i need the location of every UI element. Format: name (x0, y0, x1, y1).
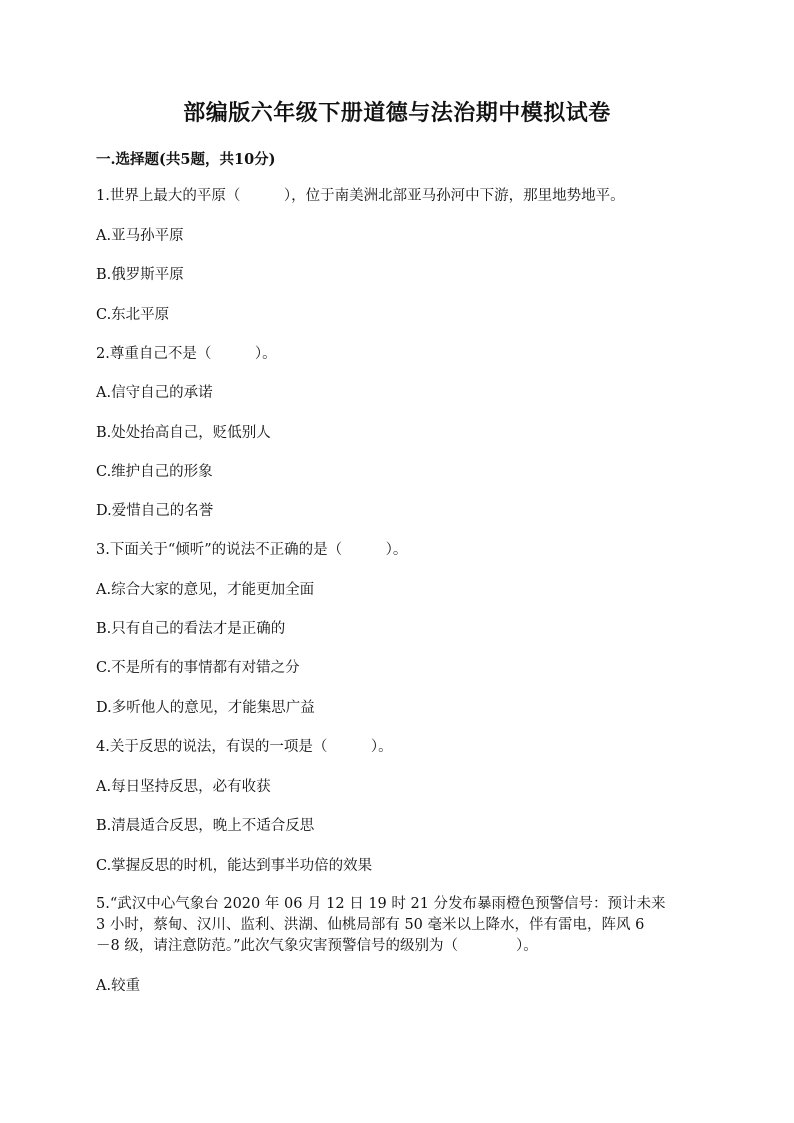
question-3-option-d: D.多听他人的意见，才能集思广益 (96, 700, 315, 716)
question-5-stem-line-3: －8 级，请注意防范。”此次气象灾害预警信号的级别为（ ）。 (96, 938, 538, 954)
question-5-option-a: A.较重 (96, 978, 141, 994)
question-3-stem: 3.下面关于“倾听”的说法不正确的是（ ）。 (96, 542, 408, 558)
question-4-option-a: A.每日坚持反思，必有收获 (96, 779, 271, 795)
question-2-option-a: A.信守自己的承诺 (96, 385, 213, 401)
question-3-option-a: A.综合大家的意见，才能更加全面 (96, 582, 315, 598)
question-4-stem: 4.关于反思的说法，有误的一项是（ ）。 (96, 739, 393, 755)
question-1-option-b: B.俄罗斯平原 (96, 267, 184, 283)
question-2-option-d: D.爱惜自己的名誉 (96, 503, 214, 519)
question-3-option-c: C.不是所有的事情都有对错之分 (96, 660, 300, 676)
question-2-option-b: B.处处抬高自己，贬低别人 (96, 425, 271, 441)
exam-title: 部编版六年级下册道德与法治期中模拟试卷 (183, 100, 611, 126)
question-1-option-c: C.东北平原 (96, 307, 170, 323)
question-4-option-b: B.清晨适合反思，晚上不适合反思 (96, 818, 315, 834)
question-1-option-a: A.亚马孙平原 (96, 228, 184, 244)
question-1-stem: 1.世界上最大的平原（ ），位于南美洲北部亚马孙河中下游，那里地势地平。 (96, 188, 625, 204)
question-5-stem-line-2: 3 小时，蔡甸、汉川、监利、洪湖、仙桃局部有 50 毫米以上降水，伴有雷电，阵风 6 (96, 917, 645, 933)
question-3-option-b: B.只有自己的看法才是正确的 (96, 621, 286, 637)
question-4-option-c: C.掌握反思的时机，能达到事半功倍的效果 (96, 858, 373, 874)
section-heading: 一.选择题(共5题，共10分) (96, 151, 276, 168)
question-2-option-c: C.维护自己的形象 (96, 464, 213, 480)
question-2-stem: 2.尊重自己不是（ ）。 (96, 346, 277, 362)
question-5-stem (96, 894, 700, 957)
question-5-stem-line-1: 5.“武汉中心气象台 2020 年 06 月 12 日 19 时 21 分发布暴雨橙色预警信号：预计未来 (96, 896, 666, 912)
